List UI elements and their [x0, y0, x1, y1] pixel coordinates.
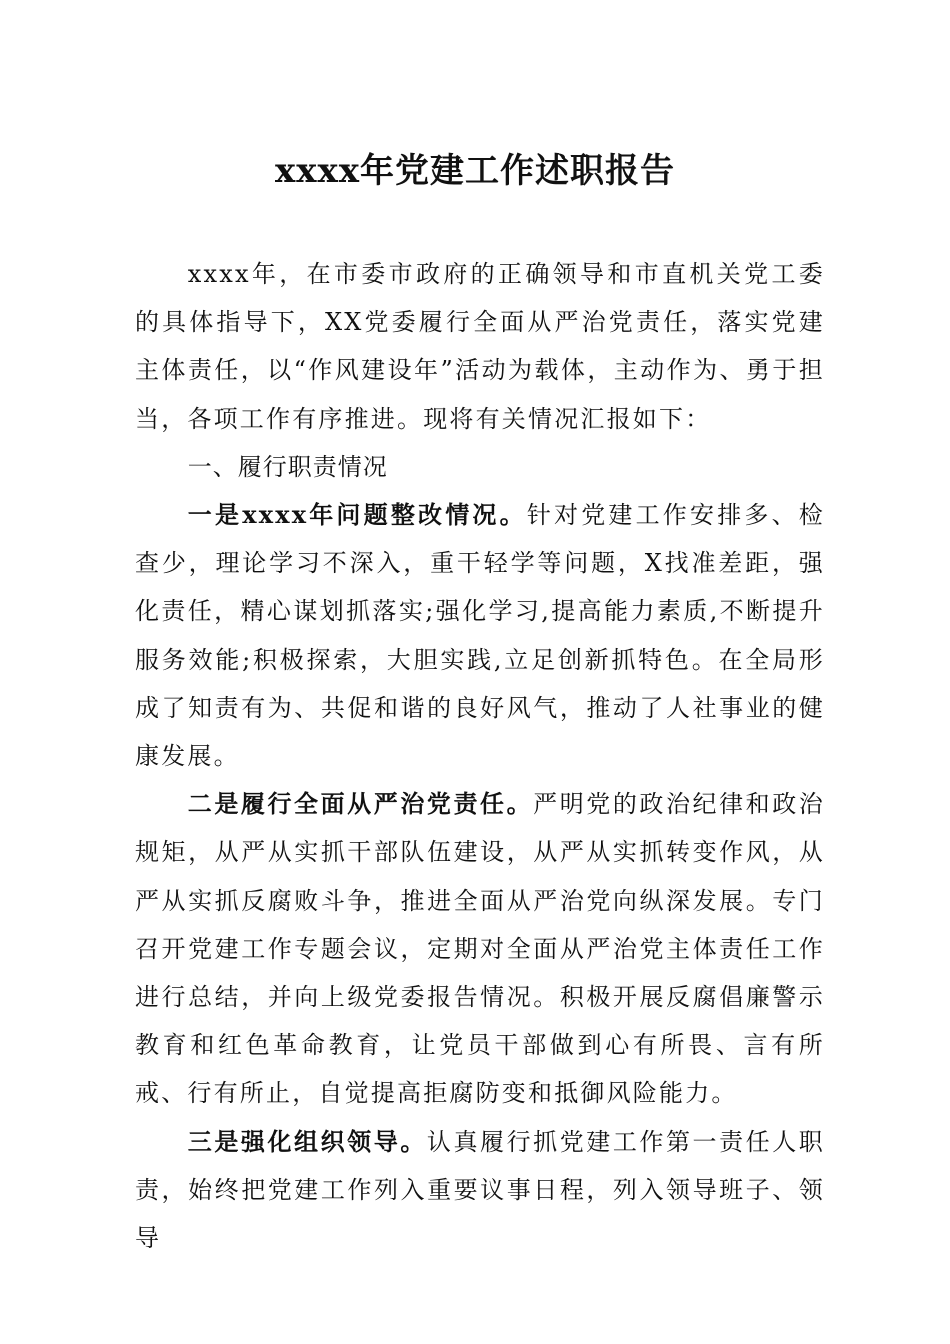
item-text-1: 针对党建工作安排多、检查少，理论学习不深入，重干轻学等问题，X找准差距，强化责任，精心谋划抓落实;强化学习,提高能力素质,不断提升服务效能;积极探索，大胆实践,立足创新抓特色。在全局形成了知责有为、共促和谐的良好风气，推动了人社事业的健康发展。: [135, 501, 825, 771]
item-lead-3: 三是强化组织领导。: [187, 1126, 427, 1156]
section-heading: 一、履行职责情况: [187, 452, 388, 481]
item-paragraph-3: [135, 1118, 825, 1263]
item-lead-2: 二是履行全面从严治党责任。: [187, 789, 534, 819]
item-lead-1: 一是xxxx年问题整改情况。: [187, 500, 527, 530]
item-text-2: 严明党的政治纪律和政治规矩，从严从实抓干部队伍建设，从严从实抓转变作风，从严从实抓反腐败斗争，推进全面从严治党向纵深发展。专门召开党建工作专题会议，定期对全面从严治党主体责任工作进行总结，并向上级党委报告情况。积极开展反腐倡廉警示教育和红色革命教育，让党员干部做到心有所畏、言有所戒、行有所止，自觉提高拒腐防变和抵御风险能力。: [135, 790, 825, 1108]
document-body: [135, 250, 825, 1262]
document-title: xxxx年党建工作述职报告: [274, 151, 676, 191]
item-paragraph-2: [135, 780, 825, 1117]
intro-paragraph: xxxx年，在市委市政府的正确领导和市直机关党工委的具体指导下，XX党委履行全面从严治党责任，落实党建主体责任，以“作风建设年”活动为载体，主动作为、勇于担当，各项工作有序推进。现将有关情况汇报如下：: [135, 260, 825, 433]
item-paragraph-1: [135, 491, 825, 780]
item-text-3: 认真履行抓党建工作第一责任人职责，始终把党建工作列入重要议事日程，列入领导班子、领导: [135, 1127, 825, 1253]
